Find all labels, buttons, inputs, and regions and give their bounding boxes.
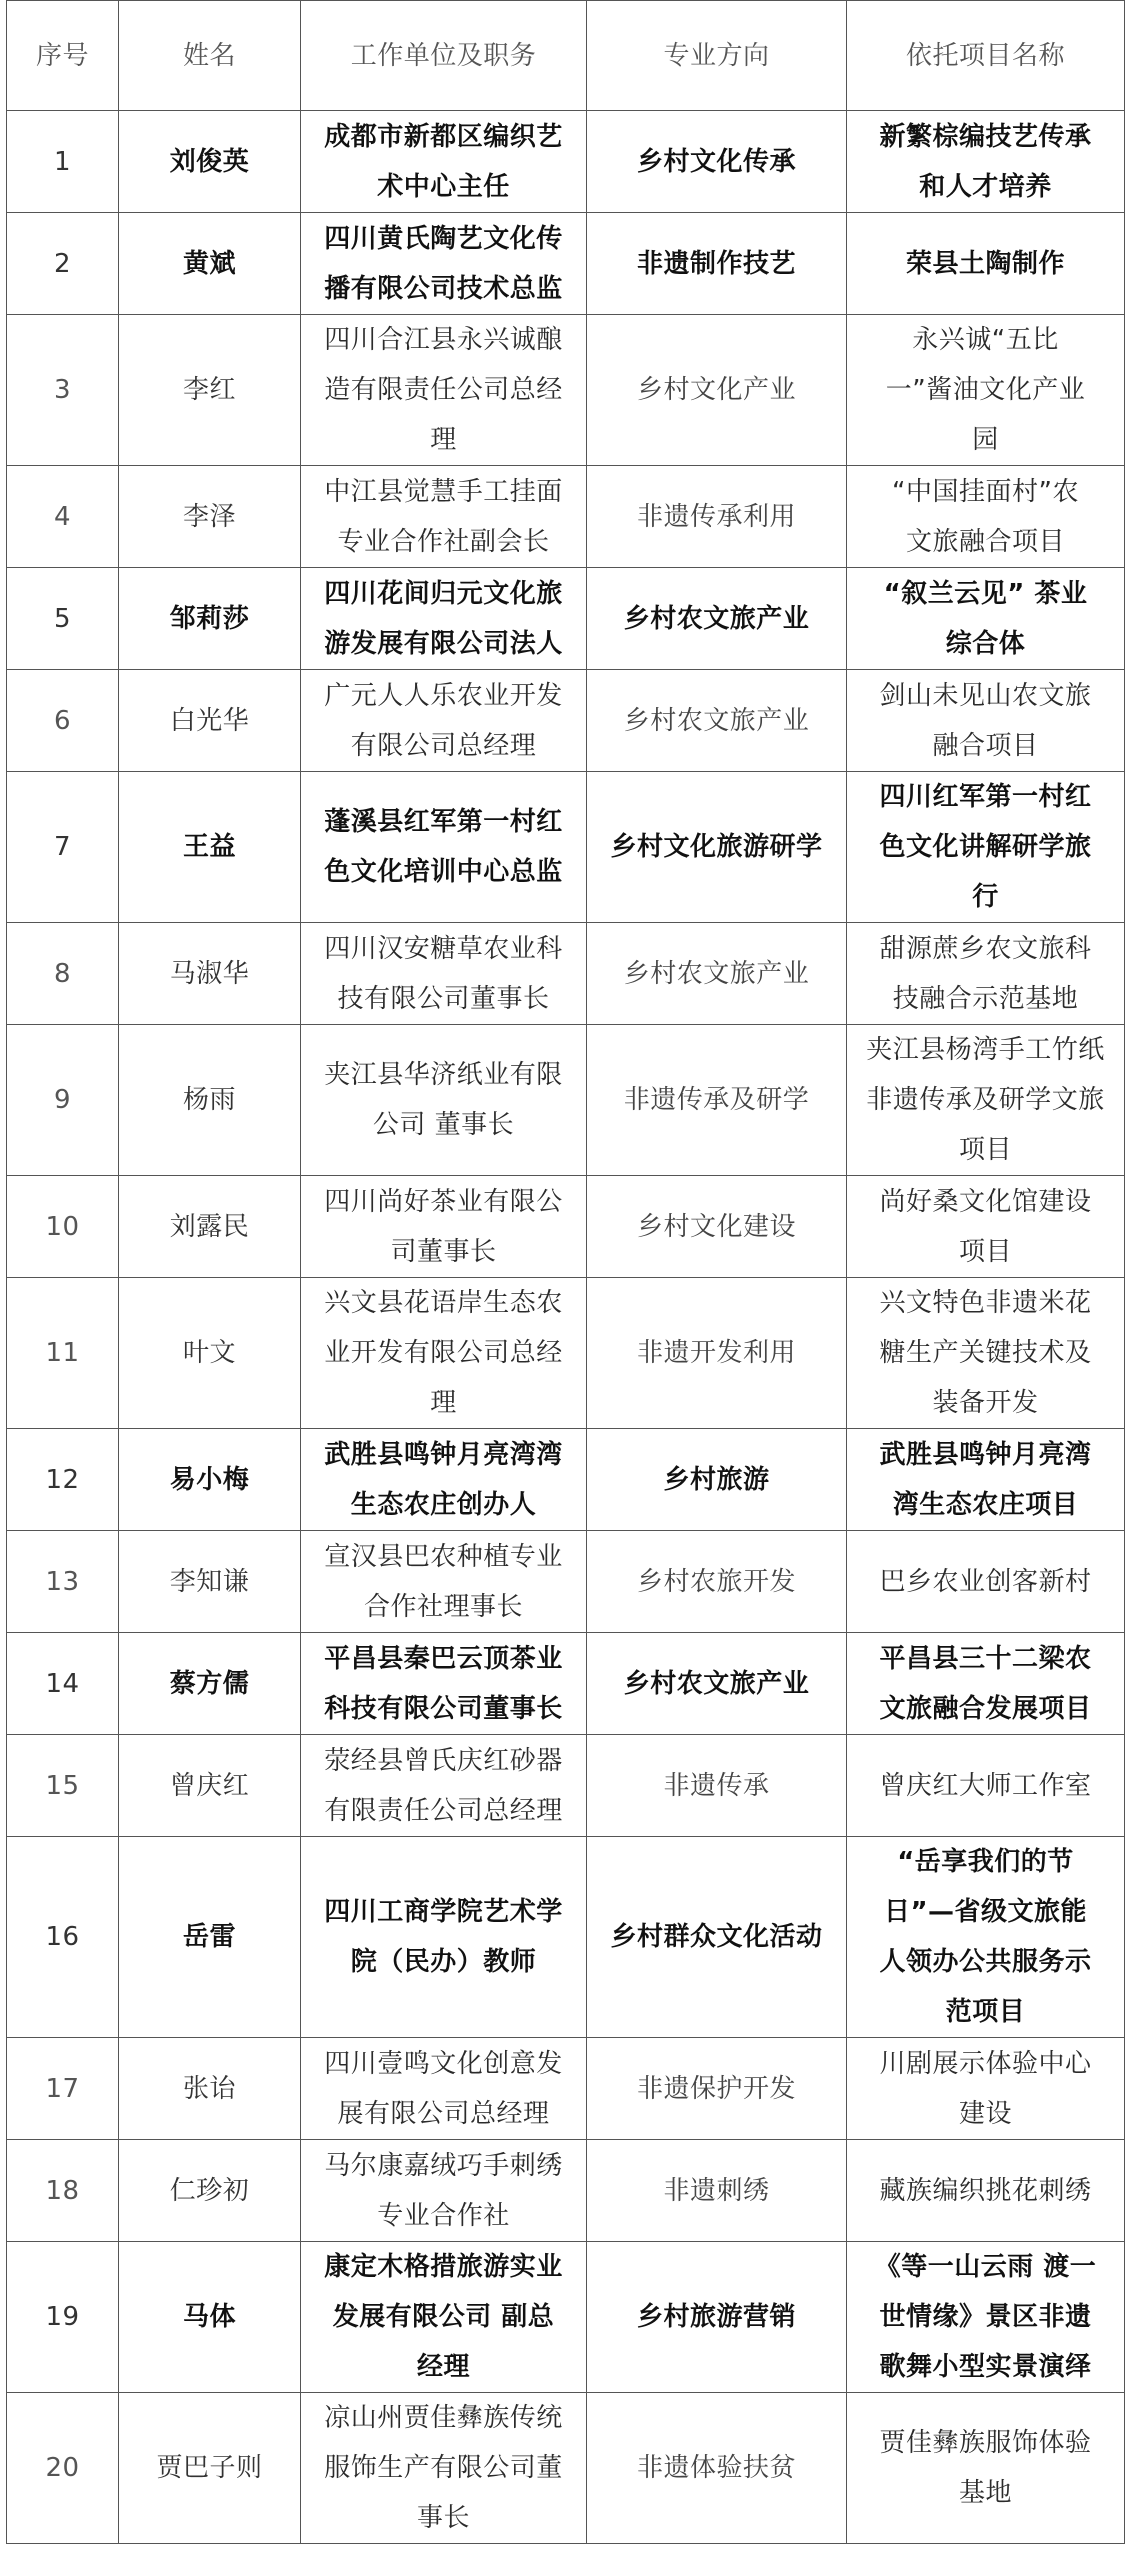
cell-organization xyxy=(301,111,587,213)
cell-organization-line: 四川工商学院艺术学 xyxy=(324,1897,563,1927)
cell-project xyxy=(847,213,1125,315)
cell-project-line: 园 xyxy=(972,425,999,455)
cell-project-line: 非遗传承及研学文旅 xyxy=(866,1085,1105,1115)
cell-index: 7 xyxy=(7,772,119,923)
cell-organization xyxy=(301,315,587,466)
table-row xyxy=(7,2140,1125,2242)
cell-project xyxy=(847,1429,1125,1531)
cell-project-line: 人领办公共服务示 xyxy=(879,1947,1092,1977)
cell-direction: 非遗制作技艺 xyxy=(587,213,847,315)
cell-direction: 非遗传承 xyxy=(587,1735,847,1837)
table-row xyxy=(7,1025,1125,1176)
table-row xyxy=(7,315,1125,466)
cell-organization-line: 造有限责任公司总经 xyxy=(324,375,563,405)
cell-name: 蔡方儒 xyxy=(119,1633,301,1735)
cell-organization-line: 有限公司总经理 xyxy=(350,730,537,761)
cell-organization-line: 理 xyxy=(430,425,457,455)
cell-project-line: 和人才培养 xyxy=(919,171,1052,202)
cell-organization-line: 游发展有限公司法人 xyxy=(324,628,563,659)
cell-project xyxy=(847,772,1125,923)
cell-organization-line: 凉山州贾佳彝族传统 xyxy=(324,2403,563,2433)
cell-direction: 乡村文化传承 xyxy=(587,111,847,213)
cell-organization-line: 色文化培训中心总监 xyxy=(324,857,563,887)
cell-name: 马体 xyxy=(119,2242,301,2393)
cell-name: 王益 xyxy=(119,772,301,923)
cell-project xyxy=(847,1837,1125,2038)
cell-index: 3 xyxy=(7,315,119,466)
cell-direction: 非遗保护开发 xyxy=(587,2038,847,2140)
cell-direction: 乡村文化旅游研学 xyxy=(587,772,847,923)
cell-direction: 乡村文化产业 xyxy=(587,315,847,466)
cell-organization-line: 事长 xyxy=(416,2503,470,2533)
cell-project-line: 荣县土陶制作 xyxy=(905,248,1065,279)
cell-project-line: 平昌县三十二梁农 xyxy=(879,1643,1092,1674)
cell-organization-line: 成都市新都区编织艺 xyxy=(324,121,563,152)
table-row xyxy=(7,466,1125,568)
cell-project-line: 综合体 xyxy=(945,628,1026,659)
cell-organization-line: 专业合作社副会长 xyxy=(337,526,550,557)
header-organization: 工作单位及职务 xyxy=(301,1,587,111)
cell-project-line: 融合项目 xyxy=(932,730,1039,761)
cell-organization xyxy=(301,772,587,923)
cell-project-line: 日”—省级文旅能 xyxy=(883,1897,1088,1927)
cell-direction: 乡村农文旅产业 xyxy=(587,1633,847,1735)
cell-project xyxy=(847,1735,1125,1837)
cell-index: 14 xyxy=(7,1633,119,1735)
cell-project-line: 永兴诚“五比 xyxy=(912,325,1059,355)
cell-organization-line: 公司 董事长 xyxy=(372,1110,515,1140)
table-row xyxy=(7,1735,1125,1837)
cell-project-line: 巴乡农业创客新村 xyxy=(879,1566,1092,1597)
cell-organization-line: 四川尚好茶业有限公 xyxy=(324,1186,563,1217)
cell-project-line: 建设 xyxy=(958,2098,1012,2129)
cell-direction: 乡村农文旅产业 xyxy=(587,670,847,772)
table-row xyxy=(7,1176,1125,1278)
cell-project-line: 武胜县鸣钟月亮湾 xyxy=(879,1439,1092,1470)
cell-name: 李知谦 xyxy=(119,1531,301,1633)
cell-organization-line: 播有限公司技术总监 xyxy=(324,273,563,304)
header-row xyxy=(7,1,1125,111)
cell-project xyxy=(847,2038,1125,2140)
cell-index: 5 xyxy=(7,568,119,670)
cell-index: 2 xyxy=(7,213,119,315)
cell-project-line: 行 xyxy=(972,882,999,912)
cell-project xyxy=(847,1633,1125,1735)
cell-name: 黄斌 xyxy=(119,213,301,315)
cell-organization-line: 四川壹鸣文化创意发 xyxy=(324,2048,563,2079)
table-row xyxy=(7,213,1125,315)
table-row xyxy=(7,2242,1125,2393)
cell-name: 贾巴子则 xyxy=(119,2393,301,2544)
cell-organization xyxy=(301,1176,587,1278)
cell-direction: 乡村文化建设 xyxy=(587,1176,847,1278)
cell-project-line: 新繁棕编技艺传承 xyxy=(879,121,1092,152)
cell-project xyxy=(847,111,1125,213)
cell-direction: 乡村群众文化活动 xyxy=(587,1837,847,2038)
cell-project-line: 剑山未见山农文旅 xyxy=(879,680,1092,711)
table-row xyxy=(7,111,1125,213)
table-row xyxy=(7,1633,1125,1735)
cell-direction: 非遗体验扶贫 xyxy=(587,2393,847,2544)
cell-project xyxy=(847,2242,1125,2393)
cell-name: 刘露民 xyxy=(119,1176,301,1278)
cell-direction: 乡村农文旅产业 xyxy=(587,568,847,670)
cell-organization-line: 科技有限公司董事长 xyxy=(324,1693,563,1724)
cell-index: 9 xyxy=(7,1025,119,1176)
cell-project-line: 兴文特色非遗米花 xyxy=(879,1288,1092,1318)
cell-project-line: 贾佳彝族服饰体验 xyxy=(879,2428,1092,2458)
cell-index: 17 xyxy=(7,2038,119,2140)
table-row xyxy=(7,1837,1125,2038)
cell-organization-line: 蓬溪县红军第一村红 xyxy=(324,807,563,837)
cell-organization-line: 平昌县秦巴云顶茶业 xyxy=(324,1643,563,1674)
cell-project xyxy=(847,568,1125,670)
cell-organization xyxy=(301,2140,587,2242)
cell-direction: 乡村旅游营销 xyxy=(587,2242,847,2393)
cell-organization-line: 中江县觉慧手工挂面 xyxy=(324,476,563,507)
cell-organization xyxy=(301,1429,587,1531)
cell-index: 13 xyxy=(7,1531,119,1633)
cell-organization-line: 康定木格措旅游实业 xyxy=(324,2252,563,2282)
cell-direction: 非遗开发利用 xyxy=(587,1278,847,1429)
cell-organization xyxy=(301,1735,587,1837)
cell-project-line: 藏族编织挑花刺绣 xyxy=(879,2175,1092,2206)
cell-project-line: 基地 xyxy=(958,2478,1012,2508)
cell-organization xyxy=(301,213,587,315)
cell-project-line: 文旅融合发展项目 xyxy=(879,1693,1092,1724)
cell-project xyxy=(847,670,1125,772)
cell-organization-line: 业开发有限公司总经 xyxy=(324,1338,563,1368)
header-name: 姓名 xyxy=(119,1,301,111)
cell-index: 10 xyxy=(7,1176,119,1278)
table-row xyxy=(7,1429,1125,1531)
cell-organization xyxy=(301,1531,587,1633)
cell-project xyxy=(847,2393,1125,2544)
cell-project-line: 装备开发 xyxy=(932,1388,1039,1418)
cell-project-line: 范项目 xyxy=(945,1997,1026,2027)
cell-name: 马淑华 xyxy=(119,923,301,1025)
cell-project-line: “中国挂面村”农 xyxy=(892,476,1079,507)
cell-project-line: 歌舞小型实景演绎 xyxy=(879,2352,1092,2382)
cell-direction: 非遗刺绣 xyxy=(587,2140,847,2242)
cell-project-line: 文旅融合项目 xyxy=(905,526,1065,557)
cell-name: 李泽 xyxy=(119,466,301,568)
header-index: 序号 xyxy=(7,1,119,111)
cell-organization xyxy=(301,568,587,670)
cell-index: 6 xyxy=(7,670,119,772)
cell-organization-line: 武胜县鸣钟月亮湾湾 xyxy=(324,1439,563,1470)
cell-organization-line: 经理 xyxy=(416,2352,470,2382)
cell-organization xyxy=(301,923,587,1025)
cell-project xyxy=(847,466,1125,568)
cell-index: 8 xyxy=(7,923,119,1025)
cell-organization xyxy=(301,670,587,772)
cell-project-line: 技融合示范基地 xyxy=(892,983,1079,1014)
cell-organization-line: 生态农庄创办人 xyxy=(350,1489,537,1520)
table-body xyxy=(7,111,1125,2544)
cell-index: 16 xyxy=(7,1837,119,2038)
cell-project-line: 曾庆红大师工作室 xyxy=(879,1770,1092,1801)
cell-direction: 非遗传承利用 xyxy=(587,466,847,568)
cell-organization-line: 发展有限公司 副总 xyxy=(332,2302,555,2332)
cell-organization-line: 四川花间归元文化旅 xyxy=(324,578,563,609)
cell-direction: 非遗传承及研学 xyxy=(587,1025,847,1176)
cell-project xyxy=(847,1176,1125,1278)
cell-index: 19 xyxy=(7,2242,119,2393)
cell-project xyxy=(847,923,1125,1025)
cell-organization xyxy=(301,466,587,568)
cell-organization-line: 四川合江县永兴诚酿 xyxy=(324,325,563,355)
cell-organization-line: 四川黄氏陶艺文化传 xyxy=(324,223,563,254)
cell-organization xyxy=(301,1837,587,2038)
cell-organization xyxy=(301,2242,587,2393)
cell-organization-line: 兴文县花语岸生态农 xyxy=(324,1288,563,1318)
cell-index: 4 xyxy=(7,466,119,568)
cell-direction: 乡村农文旅产业 xyxy=(587,923,847,1025)
cell-name: 曾庆红 xyxy=(119,1735,301,1837)
cell-organization xyxy=(301,2038,587,2140)
cell-project-line: 《等一山云雨 渡一 xyxy=(874,2252,1097,2282)
cell-organization-line: 专业合作社 xyxy=(377,2200,510,2231)
cell-name: 刘俊英 xyxy=(119,111,301,213)
cell-index: 15 xyxy=(7,1735,119,1837)
header-direction: 专业方向 xyxy=(587,1,847,111)
cell-organization-line: 有限责任公司总经理 xyxy=(324,1795,563,1826)
cell-organization-line: 术中心主任 xyxy=(377,171,510,202)
cell-project-line: 色文化讲解研学旅 xyxy=(879,832,1092,862)
cell-organization-line: 宣汉县巴农种植专业 xyxy=(324,1541,563,1572)
cell-project-line: 糖生产关键技术及 xyxy=(879,1338,1092,1368)
cell-organization-line: 院（民办）教师 xyxy=(350,1947,537,1977)
cell-organization xyxy=(301,2393,587,2544)
cell-project-line: 一”酱油文化产业 xyxy=(885,375,1086,405)
table-row xyxy=(7,923,1125,1025)
cell-organization-line: 荥经县曾氏庆红砂器 xyxy=(324,1745,563,1776)
table-row xyxy=(7,2393,1125,2544)
cell-project-line: 项目 xyxy=(958,1135,1012,1165)
cell-project-line: 四川红军第一村红 xyxy=(879,782,1092,812)
header-project: 依托项目名称 xyxy=(847,1,1125,111)
table-row xyxy=(7,568,1125,670)
cell-name: 白光华 xyxy=(119,670,301,772)
cell-project xyxy=(847,2140,1125,2242)
cell-organization-line: 合作社理事长 xyxy=(363,1591,523,1622)
table-row xyxy=(7,670,1125,772)
cell-name: 张诒 xyxy=(119,2038,301,2140)
cell-direction: 乡村旅游 xyxy=(587,1429,847,1531)
cell-name: 李红 xyxy=(119,315,301,466)
cell-organization-line: 技有限公司董事长 xyxy=(337,983,550,1014)
cell-project-line: 甜源蔗乡农文旅科 xyxy=(879,933,1092,964)
table-row xyxy=(7,1531,1125,1633)
cell-project-line: “叙兰云见” 茶业 xyxy=(883,578,1088,609)
cell-name: 仁珍初 xyxy=(119,2140,301,2242)
cell-project xyxy=(847,315,1125,466)
cell-project-line: 项目 xyxy=(958,1236,1012,1267)
cell-organization-line: 马尔康嘉绒巧手刺绣 xyxy=(324,2150,563,2181)
roster-table xyxy=(6,0,1125,2544)
cell-name: 邹莉莎 xyxy=(119,568,301,670)
cell-index: 18 xyxy=(7,2140,119,2242)
cell-organization-line: 夹江县华济纸业有限 xyxy=(324,1060,563,1090)
cell-name: 易小梅 xyxy=(119,1429,301,1531)
cell-index: 11 xyxy=(7,1278,119,1429)
cell-project-line: 湾生态农庄项目 xyxy=(892,1489,1079,1520)
cell-index: 12 xyxy=(7,1429,119,1531)
cell-index: 1 xyxy=(7,111,119,213)
table-row xyxy=(7,772,1125,923)
cell-project xyxy=(847,1278,1125,1429)
cell-organization-line: 服饰生产有限公司董 xyxy=(324,2453,563,2483)
cell-organization xyxy=(301,1633,587,1735)
cell-name: 杨雨 xyxy=(119,1025,301,1176)
cell-index: 20 xyxy=(7,2393,119,2544)
cell-name: 岳雷 xyxy=(119,1837,301,2038)
cell-name: 叶文 xyxy=(119,1278,301,1429)
cell-organization-line: 广元人人乐农业开发 xyxy=(324,680,563,711)
cell-organization-line: 四川汉安糖草农业科 xyxy=(324,933,563,964)
cell-organization xyxy=(301,1025,587,1176)
cell-project-line: 尚好桑文化馆建设 xyxy=(879,1186,1092,1217)
cell-organization-line: 展有限公司总经理 xyxy=(337,2098,550,2129)
cell-project-line: 世情缘》景区非遗 xyxy=(879,2302,1092,2332)
cell-project-line: 夹江县杨湾手工竹纸 xyxy=(866,1035,1105,1065)
cell-organization-line: 司董事长 xyxy=(390,1236,497,1267)
cell-project-line: “岳享我们的节 xyxy=(897,1847,1074,1877)
cell-organization xyxy=(301,1278,587,1429)
table-row xyxy=(7,2038,1125,2140)
cell-project xyxy=(847,1531,1125,1633)
cell-organization-line: 理 xyxy=(430,1388,457,1418)
table-row xyxy=(7,1278,1125,1429)
cell-direction: 乡村农旅开发 xyxy=(587,1531,847,1633)
cell-project xyxy=(847,1025,1125,1176)
cell-project-line: 川剧展示体验中心 xyxy=(879,2048,1092,2079)
